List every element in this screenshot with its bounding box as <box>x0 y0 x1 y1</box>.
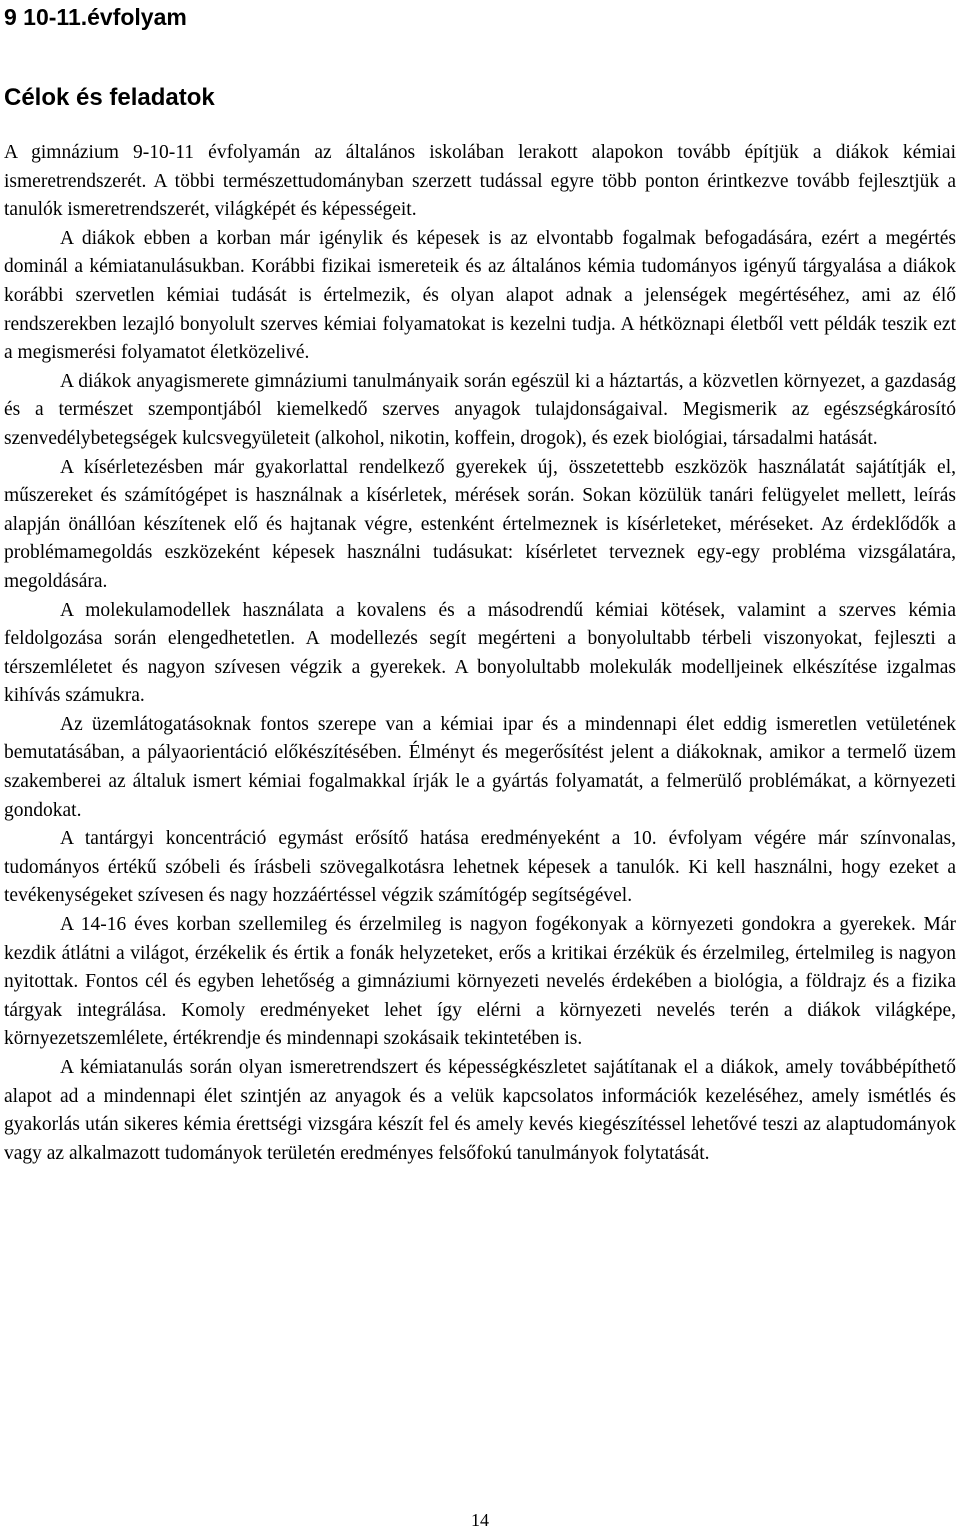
paragraph: A tantárgyi koncentráció egymást erősítő hatása eredményeként a 10. évfolyam végére már színvonalas, tudományos értékű szóbeli és írásbeli szövegalkotásra lehetnek képesek a tanulók. Ki kell használni, hogy ezeket a tevékenységeket szívesen és nagy hozzáértéssel végzik számítógép segítségével. <box>4 828 956 907</box>
section-title: Célok és feladatok <box>4 84 215 111</box>
page-number: 14 <box>471 1510 489 1530</box>
paragraph: A diákok ebben a korban már igénylik és képesek is az elvontabb fogalmak befogadására, ezért a megértés dominál a kémiatanulásukban. Korábbi fizikai ismereteik és az általános kémia tudományos igényű tárgyalása a diákok korábbi szervetlen kémiai tudását is értelmezik, és olyan alapot adnak a jelenségek megértéséhez, ami az élő rendszerekben lezajló bonyolult szerves kémiai folyamatokat is kezelni tudja. A hétköznapi életből vett példák teszik ezt a megismerési folyamatot életközelivé. <box>4 227 956 364</box>
paragraph: A molekulamodellek használata a kovalens és a másodrendű kémiai kötések, valamint a szerves kémia feldolgozása során elengedhetetlen. A modellezés segít megérteni a bonyolultabb térbeli viszonyokat, fejleszti a térszemléletet és nagyon szívesen végzik a gyerekek. A bonyolultabb molekulák modelljeinek elkészítése izgalmas kihívás számukra. <box>4 599 956 707</box>
document-body <box>4 139 956 1168</box>
grade-title: 9 10-11.évfolyam <box>4 4 187 30</box>
paragraph: A diákok anyagismerete gimnáziumi tanulmányaik során egészül ki a háztartás, a közvetlen környezet, a gazdaság és a természet szempontjából kiemelkedő szerves anyagok tulajdonságaival. Megismerik az egészségkárosító szenvedélybetegségek kulcsvegyületeit (alkohol, nikotin, koffein, drogok), és ezek biológiai, társadalmi hatását. <box>4 370 956 449</box>
paragraph: A kísérletezésben már gyakorlattal rendelkező gyerekek új, összetettebb eszközök használatát sajátítják el, műszereket és számítógépet is használnak a kísérletek, mérések során. Sokan közülük tanári felügyelet mellett, leírás alapján önállóan készítenek elő és hajtanak végre, estenként értelmeznek is kísérleteket, méréseket. Az érdeklődők a problémamegoldás eszközeként képesek használni tudásukat: kísérletet terveznek egy-egy probléma vizsgálatára, megoldására. <box>4 456 956 592</box>
paragraph: A 14-16 éves korban szellemileg és érzelmileg is nagyon fogékonyak a környezeti gondokra a gyerekek. Már kezdik átlátni a világot, érzékelik és értik a fonák helyzeteket, erős a kritikai érzékük és érzelmileg, értelmileg is nagyon nyitottak. Fontos cél és egyben lehetőség a gimnáziumi környezeti nevelés érdekében a biológia, a földrajz és a fizika tárgyak integrálása. Komoly eredményeket lehet így elérni a környezeti nevelés terén a diákok világképe, környezetszemlélete, értékrendje és mindennapi szokásaik tekintetében is. <box>4 914 956 1050</box>
paragraph: Az üzemlátogatásoknak fontos szerepe van a kémiai ipar és a mindennapi élet eddig ismeretlen vetületének bemutatásában, a pályaorientáció előkészítésében. Élményt és megerősítést jelent a diákoknak, amikor a termelő üzem szakemberei az általuk ismert kémiai fogalmakkal írják le a gyártás folyamatát, a felmerülő problémákat, a környezeti gondokat. <box>4 713 956 821</box>
document-page <box>4 0 956 1530</box>
paragraph: A kémiatanulás során olyan ismeretrendszert és képességkészletet sajátítanak el a diákok, amely továbbépíthető alapot ad a mindennapi élet szintjén az anyagok és a velük kapcsolatos információk kezeléséhez, amely ismétlés és gyakorlás után sikeres kémia érettségi vizsgára készít fel és amely kevés kiegészítéssel lehetővé teszi az alaptudományok vagy az alkalmazott tudományok területén eredményes felsőfokú tanulmányok folytatását. <box>4 1057 956 1164</box>
paragraph-intro: A gimnázium 9-10-11 évfolyamán az általános iskolában lerakott alapokon tovább építjük a diákok kémiai ismeretrendszerét. A többi természettudományban szerzett tudással egyre több ponton érintkezve tovább fejlesztjük a tanulók ismeretrendszerét, világképét és képességeit. <box>4 142 956 221</box>
